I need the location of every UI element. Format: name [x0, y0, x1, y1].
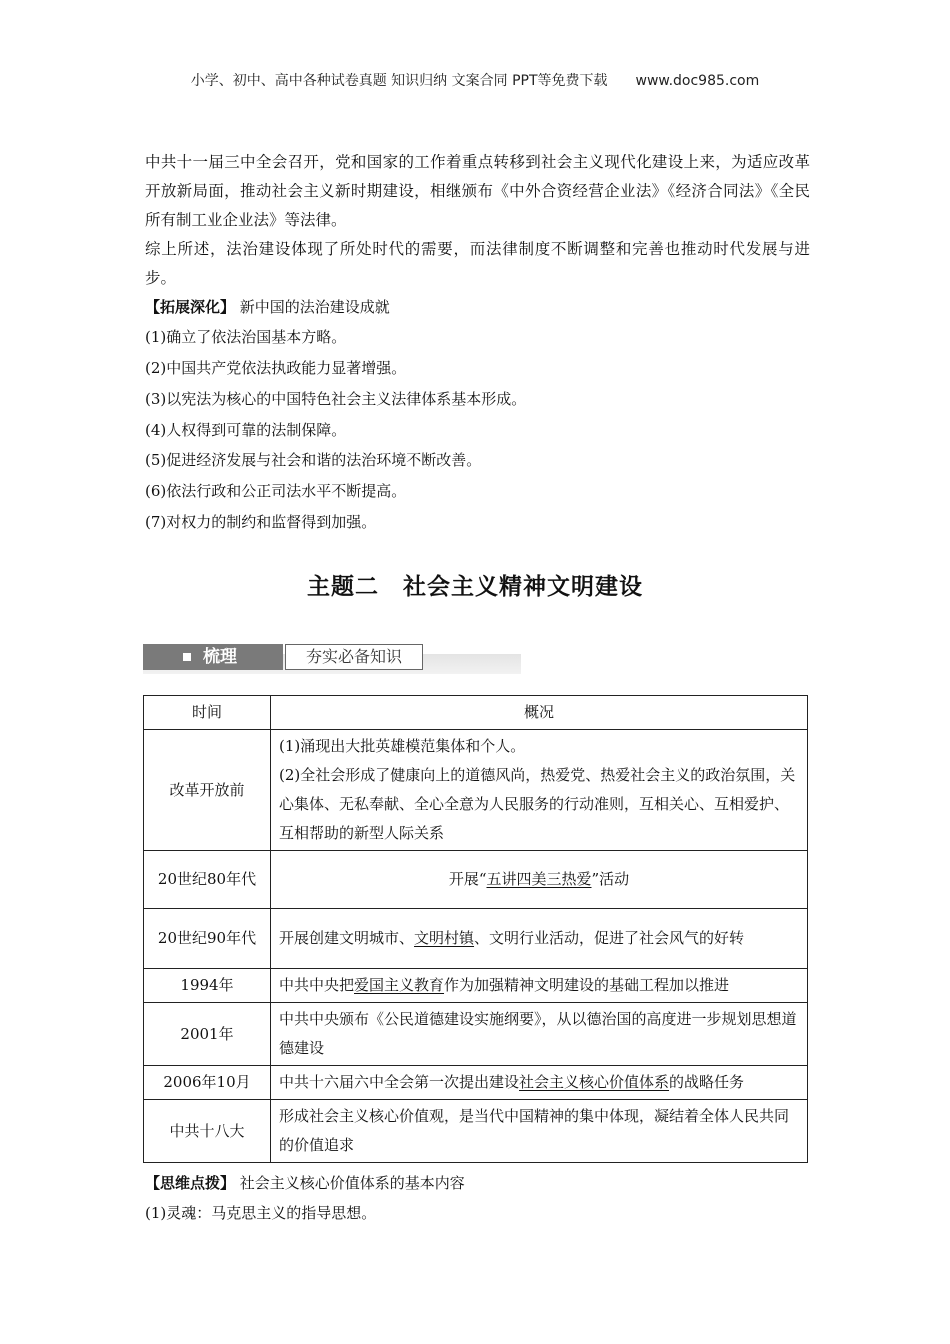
header-overview: 概况 [271, 696, 808, 730]
overview-cell: 中共中央颁布《公民道德建设实施纲要》，从以德治国的高度进一步规划思想道德建设 [271, 1003, 808, 1066]
time-cell: 20世纪90年代 [144, 909, 271, 969]
table-row [144, 1003, 808, 1066]
extension-title: 新中国的法治建设成就 [239, 298, 390, 316]
time-cell: 2006年10月 [144, 1066, 271, 1100]
table-row [144, 851, 808, 909]
extension-tag: 【拓展深化】 [145, 298, 236, 316]
page-header [0, 70, 950, 90]
list-item: (1)灵魂：马克思主义的指导思想。 [145, 1204, 377, 1222]
underlined-term: 五讲四美三热爱 [486, 870, 592, 888]
thinking-title: 社会主义核心价值体系的基本内容 [239, 1174, 465, 1192]
timeline-table [143, 695, 808, 1163]
square-icon [183, 653, 191, 661]
banner-label [143, 644, 283, 670]
underlined-term: 文明村镇 [414, 929, 475, 947]
section-banner [143, 642, 521, 674]
topic-title: 主题二 社会主义精神文明建设 [307, 574, 643, 600]
time-cell: 2001年 [144, 1003, 271, 1066]
overview-cell: 形成社会主义核心价值观，是当代中国精神的集中体现，凝结着全体人民共同的价值追求 [271, 1100, 808, 1163]
time-cell: 中共十八大 [144, 1100, 271, 1163]
thinking-tag: 【思维点拨】 [145, 1174, 236, 1192]
intro-paragraph: 中共十一届三中全会召开，党和国家的工作着重点转移到社会主义现代化建设上来，为适应改革开放新局面，推动社会主义新时期建设，相继颁布《中外合资经营企业法》《经济合同法》《全民所有制工业企业法》等法律。 [145, 153, 810, 229]
list-item: (2)中国共产党依法执政能力显著增强。 [145, 359, 407, 377]
overview-cell: 中共中央把爱国主义教育作为加强精神文明建设的基础工程加以推进 [271, 969, 808, 1003]
overview-line: (2)全社会形成了健康向上的道德风尚，热爱党、热爱社会主义的政治氛围，关心集体、无私奉献、全心全意为人民服务的行动准则，互相关心、互相爱护、互相帮助的新型人际关系 [279, 766, 796, 842]
time-cell: 改革开放前 [144, 730, 271, 851]
list-item: (5)促进经济发展与社会和谐的法治环境不断改善。 [145, 451, 482, 469]
summary-paragraph: 综上所述，法治建设体现了所处时代的需要，而法律制度不断调整和完善也推动时代发展与进步。 [145, 240, 810, 287]
overview-cell: 中共十六届六中全会第一次提出建设社会主义核心价值体系的战略任务 [271, 1066, 808, 1100]
table-row [144, 1100, 808, 1163]
header-time: 时间 [144, 696, 271, 730]
list-item: (3)以宪法为核心的中国特色社会主义法律体系基本形成。 [145, 390, 527, 408]
overview-cell: 开展“五讲四美三热爱”活动 [271, 851, 808, 909]
underlined-term: 爱国主义教育 [354, 976, 445, 994]
table-header-row [144, 696, 808, 730]
underlined-term: 社会主义核心价值体系 [519, 1073, 670, 1091]
banner-sub: 夯实必备知识 [285, 644, 423, 670]
time-cell: 1994年 [144, 969, 271, 1003]
table-row [144, 730, 808, 851]
table-row [144, 909, 808, 969]
list-item: (1)确立了依法治国基本方略。 [145, 328, 347, 346]
header-url[interactable]: www.doc985.com [635, 73, 760, 89]
table-row [144, 969, 808, 1003]
overview-line: (1)涌现出大批英雄模范集体和个人。 [279, 737, 526, 755]
overview-cell: 开展创建文明城市、文明村镇、文明行业活动，促进了社会风气的好转 [271, 909, 808, 969]
list-item: (7)对权力的制约和监督得到加强。 [145, 513, 377, 531]
extension-heading [145, 296, 390, 317]
overview-cell [271, 730, 808, 851]
list-item: (4)人权得到可靠的法制保障。 [145, 421, 347, 439]
time-cell: 20世纪80年代 [144, 851, 271, 909]
header-text: 小学、初中、高中各种试卷真题 知识归纳 文案合同 PPT等免费下载 [190, 73, 608, 89]
table-row [144, 1066, 808, 1100]
thinking-heading [145, 1172, 465, 1193]
list-item: (6)依法行政和公正司法水平不断提高。 [145, 482, 407, 500]
banner-label-text: 梳理 [203, 647, 237, 667]
